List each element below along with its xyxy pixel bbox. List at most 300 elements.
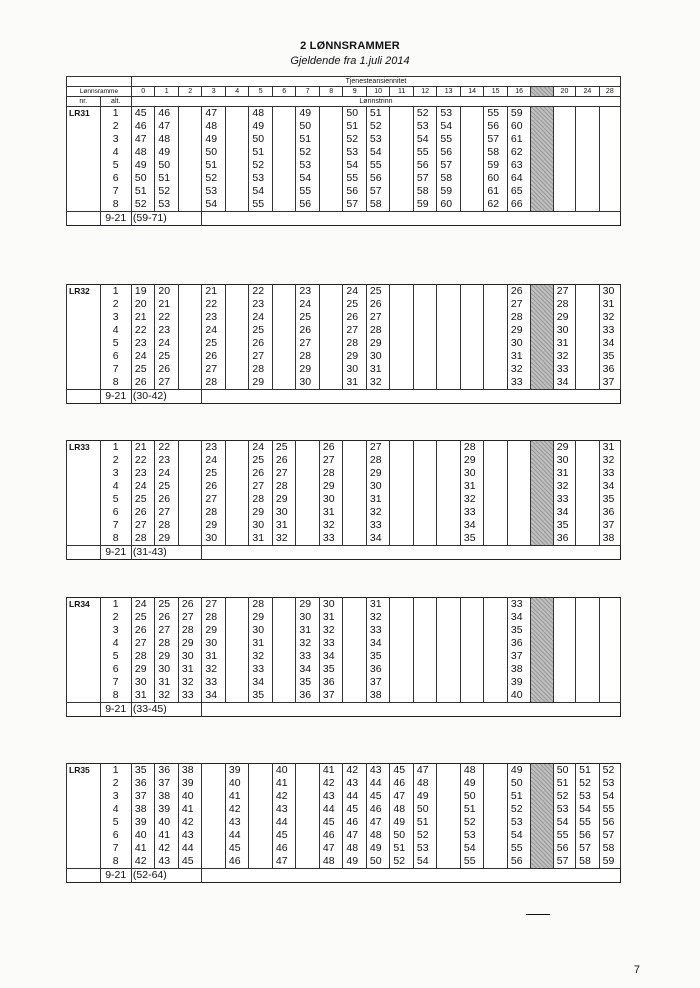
salary-step [576, 185, 600, 198]
salary-step: 57 [484, 133, 508, 146]
salary-step: 29 [202, 624, 226, 637]
salary-step [531, 350, 553, 363]
salary-step: 58 [366, 198, 390, 212]
salary-step: 56 [413, 159, 437, 172]
salary-step [296, 764, 320, 778]
alt-number: 2 [100, 777, 131, 790]
salary-step [272, 324, 296, 337]
salary-step [576, 376, 600, 390]
alt-number: 7 [100, 185, 131, 198]
salary-step [484, 676, 508, 689]
salary-step: 48 [202, 120, 226, 133]
alt-number: 8 [100, 689, 131, 703]
salary-step: 36 [155, 764, 179, 778]
salary-step [225, 676, 249, 689]
alt-number: 1 [100, 764, 131, 778]
salary-step: 28 [507, 311, 531, 324]
salary-step [390, 467, 414, 480]
salary-step: 34 [553, 376, 575, 390]
salary-step: 30 [178, 650, 202, 663]
salary-step: 54 [366, 146, 390, 159]
salary-step [178, 519, 202, 532]
salary-step: 33 [507, 376, 531, 390]
salary-step [553, 120, 575, 133]
salary-step [225, 506, 249, 519]
frame-id [67, 133, 101, 146]
table-row [67, 454, 621, 467]
salary-step: 46 [390, 777, 414, 790]
salary-step [319, 285, 343, 299]
salary-step [576, 689, 600, 703]
salary-step: 59 [413, 198, 437, 212]
salary-step [599, 650, 620, 663]
salary-step [178, 198, 202, 212]
table-row [67, 441, 621, 455]
salary-step: 49 [507, 764, 531, 778]
salary-step: 37 [155, 777, 179, 790]
salary-step: 35 [599, 350, 620, 363]
salary-step: 44 [366, 777, 390, 790]
salary-step [576, 650, 600, 663]
salary-step [599, 107, 620, 121]
salary-step [390, 532, 414, 546]
salary-step [390, 650, 414, 663]
salary-step: 34 [599, 337, 620, 350]
salary-step: 65 [507, 185, 531, 198]
salary-step: 26 [178, 598, 202, 612]
salary-step: 52 [413, 829, 437, 842]
header-year [531, 87, 553, 97]
salary-step [319, 133, 343, 146]
salary-step [272, 637, 296, 650]
salary-step: 40 [178, 790, 202, 803]
salary-step [599, 159, 620, 172]
footer-blank [202, 390, 621, 404]
frame-id [67, 532, 101, 546]
salary-step [484, 493, 508, 506]
salary-step [390, 611, 414, 624]
salary-step: 21 [131, 311, 155, 324]
salary-step [413, 598, 437, 612]
salary-step [178, 185, 202, 198]
salary-step: 51 [576, 764, 600, 778]
salary-step: 55 [343, 172, 367, 185]
salary-step [437, 829, 461, 842]
salary-step [576, 133, 600, 146]
salary-step: 53 [460, 829, 484, 842]
salary-step: 24 [155, 337, 179, 350]
frame-id [67, 324, 101, 337]
salary-step: 53 [366, 133, 390, 146]
salary-step [225, 120, 249, 133]
salary-step: 24 [249, 441, 273, 455]
salary-step: 28 [131, 650, 155, 663]
table-row [67, 689, 621, 703]
salary-step [390, 480, 414, 493]
salary-step: 33 [553, 363, 575, 376]
salary-step: 52 [576, 777, 600, 790]
page-subtitle: Gjeldende fra 1.juli 2014 [290, 55, 410, 67]
header-year: 10 [366, 87, 390, 97]
salary-step: 26 [155, 611, 179, 624]
salary-step [178, 311, 202, 324]
salary-step: 28 [155, 637, 179, 650]
salary-step [178, 480, 202, 493]
salary-step: 32 [249, 650, 273, 663]
salary-step [296, 777, 320, 790]
salary-step: 49 [460, 777, 484, 790]
salary-step: 49 [296, 107, 320, 121]
table-row [67, 842, 621, 855]
salary-step: 25 [131, 493, 155, 506]
frame-id [67, 869, 101, 883]
salary-step [531, 133, 553, 146]
salary-step: 52 [366, 120, 390, 133]
salary-step: 48 [366, 829, 390, 842]
salary-step [531, 324, 553, 337]
salary-step: 27 [131, 637, 155, 650]
frame-id: LR33 [67, 441, 101, 455]
salary-step [272, 159, 296, 172]
salary-step: 27 [296, 337, 320, 350]
salary-step [553, 689, 575, 703]
table-row [67, 146, 621, 159]
salary-step: 53 [155, 198, 179, 212]
salary-step [599, 185, 620, 198]
salary-step: 31 [249, 637, 273, 650]
salary-step: 55 [507, 842, 531, 855]
salary-step: 27 [131, 519, 155, 532]
salary-step: 31 [460, 480, 484, 493]
salary-step: 30 [366, 480, 390, 493]
salary-step: 56 [576, 829, 600, 842]
salary-step [413, 467, 437, 480]
salary-step [390, 663, 414, 676]
salary-step: 60 [437, 198, 461, 212]
salary-step [343, 519, 367, 532]
salary-step: 27 [272, 467, 296, 480]
salary-step: 32 [599, 311, 620, 324]
salary-step [531, 146, 553, 159]
salary-step: 24 [202, 454, 226, 467]
salary-step: 53 [507, 816, 531, 829]
salary-step [553, 159, 575, 172]
frame-id [67, 816, 101, 829]
salary-step [437, 637, 461, 650]
salary-step: 20 [155, 285, 179, 299]
salary-step [390, 311, 414, 324]
salary-step: 30 [343, 363, 367, 376]
alt-number: 5 [100, 493, 131, 506]
salary-step: 41 [319, 764, 343, 778]
salary-step [202, 803, 226, 816]
salary-step [484, 842, 508, 855]
header-year: 0 [131, 87, 155, 97]
salary-step: 33 [249, 663, 273, 676]
salary-step: 37 [319, 689, 343, 703]
salary-step [272, 350, 296, 363]
salary-step: 30 [155, 663, 179, 676]
salary-step: 27 [249, 480, 273, 493]
salary-step: 51 [202, 159, 226, 172]
salary-step [343, 624, 367, 637]
salary-step [553, 185, 575, 198]
salary-step [484, 598, 508, 612]
salary-step [460, 624, 484, 637]
salary-step [225, 650, 249, 663]
salary-step: 56 [599, 816, 620, 829]
salary-step [272, 198, 296, 212]
salary-step [460, 337, 484, 350]
salary-step: 52 [413, 107, 437, 121]
salary-step [178, 363, 202, 376]
salary-step: 31 [296, 624, 320, 637]
salary-step [484, 650, 508, 663]
table-row [67, 363, 621, 376]
salary-step: 26 [131, 376, 155, 390]
salary-step: 36 [599, 363, 620, 376]
salary-step [413, 611, 437, 624]
salary-step: 52 [155, 185, 179, 198]
salary-step: 26 [202, 480, 226, 493]
salary-step [484, 350, 508, 363]
alt-number: 8 [100, 376, 131, 390]
header-blank [67, 77, 132, 87]
salary-step [225, 519, 249, 532]
salary-step [460, 650, 484, 663]
salary-step: 50 [131, 172, 155, 185]
salary-frame-lr35 [66, 763, 621, 883]
salary-step [413, 676, 437, 689]
header-year: 15 [484, 87, 508, 97]
salary-step: 33 [460, 506, 484, 519]
table-row [67, 829, 621, 842]
salary-step [576, 159, 600, 172]
salary-step [576, 146, 600, 159]
table-row [67, 624, 621, 637]
salary-step [390, 637, 414, 650]
header-year: 2 [178, 87, 202, 97]
salary-step: 28 [202, 611, 226, 624]
salary-step [225, 337, 249, 350]
alt-number: 6 [100, 829, 131, 842]
salary-step: 21 [202, 285, 226, 299]
salary-step: 40 [225, 777, 249, 790]
salary-step [225, 663, 249, 676]
frame-id [67, 663, 101, 676]
salary-step [343, 663, 367, 676]
salary-step: 54 [413, 855, 437, 869]
salary-step [319, 198, 343, 212]
salary-step [507, 532, 531, 546]
table-row [67, 816, 621, 829]
salary-step [553, 663, 575, 676]
salary-step [507, 441, 531, 455]
salary-step: 46 [319, 829, 343, 842]
salary-step: 29 [366, 467, 390, 480]
salary-step [531, 198, 553, 212]
salary-step [484, 624, 508, 637]
salary-step [225, 454, 249, 467]
salary-step [531, 107, 553, 121]
salary-step [437, 650, 461, 663]
salary-step [460, 298, 484, 311]
header-year: 4 [225, 87, 249, 97]
salary-step [413, 650, 437, 663]
salary-step [178, 159, 202, 172]
salary-step [343, 611, 367, 624]
frame-id [67, 790, 101, 803]
salary-step: 52 [553, 790, 575, 803]
salary-step [576, 454, 600, 467]
salary-step [413, 689, 437, 703]
salary-step: 61 [507, 133, 531, 146]
salary-step: 24 [343, 285, 367, 299]
header-year: 5 [249, 87, 273, 97]
salary-step: 48 [249, 107, 273, 121]
salary-step: 53 [202, 185, 226, 198]
salary-step: 53 [249, 172, 273, 185]
salary-step [296, 842, 320, 855]
salary-step: 38 [155, 790, 179, 803]
salary-step: 27 [553, 285, 575, 299]
frame-id [67, 212, 101, 226]
salary-step [460, 689, 484, 703]
salary-step [484, 803, 508, 816]
salary-step [460, 598, 484, 612]
salary-step: 23 [249, 298, 273, 311]
salary-step: 60 [484, 172, 508, 185]
frame-id: LR32 [67, 285, 101, 299]
salary-step: 30 [131, 676, 155, 689]
salary-step [553, 650, 575, 663]
salary-step [437, 519, 461, 532]
salary-step: 49 [202, 133, 226, 146]
salary-step [390, 624, 414, 637]
salary-step: 48 [460, 764, 484, 778]
frame-id [67, 376, 101, 390]
salary-step: 29 [460, 454, 484, 467]
salary-step: 30 [296, 611, 320, 624]
footer-alt: 9-21 [100, 703, 131, 717]
salary-step: 31 [272, 519, 296, 532]
frame-id [67, 493, 101, 506]
salary-step [272, 363, 296, 376]
salary-step: 25 [202, 467, 226, 480]
salary-step [460, 120, 484, 133]
salary-step: 54 [413, 133, 437, 146]
salary-step: 46 [343, 816, 367, 829]
footer-blank [202, 869, 621, 883]
salary-step [249, 855, 273, 869]
salary-step: 29 [366, 337, 390, 350]
salary-step: 28 [553, 298, 575, 311]
salary-step: 46 [225, 855, 249, 869]
salary-step: 28 [366, 454, 390, 467]
salary-step [553, 198, 575, 212]
salary-step: 44 [343, 790, 367, 803]
salary-step: 32 [296, 637, 320, 650]
salary-step [531, 650, 553, 663]
salary-step: 34 [507, 611, 531, 624]
salary-step: 21 [155, 298, 179, 311]
salary-step: 25 [155, 480, 179, 493]
salary-step [553, 624, 575, 637]
salary-step: 54 [343, 159, 367, 172]
salary-step: 51 [249, 146, 273, 159]
salary-step: 28 [178, 624, 202, 637]
salary-step [272, 285, 296, 299]
salary-step [296, 493, 320, 506]
salary-step [460, 324, 484, 337]
salary-step: 47 [343, 829, 367, 842]
salary-step: 48 [131, 146, 155, 159]
salary-step: 32 [366, 376, 390, 390]
salary-step: 35 [460, 532, 484, 546]
salary-step: 49 [390, 816, 414, 829]
frame-id [67, 350, 101, 363]
salary-step [343, 689, 367, 703]
salary-step [319, 107, 343, 121]
salary-step: 26 [507, 285, 531, 299]
salary-step: 28 [131, 532, 155, 546]
salary-step [576, 107, 600, 121]
header-group-label: Tjenesteansiennitet [131, 77, 620, 87]
frame-id [67, 185, 101, 198]
salary-step [390, 285, 414, 299]
salary-step: 39 [225, 764, 249, 778]
salary-step: 51 [131, 185, 155, 198]
salary-step: 34 [553, 506, 575, 519]
salary-step: 53 [576, 790, 600, 803]
salary-step [390, 337, 414, 350]
salary-step: 28 [343, 337, 367, 350]
salary-step: 50 [553, 764, 575, 778]
table-row [67, 324, 621, 337]
salary-step: 56 [366, 172, 390, 185]
salary-step: 29 [296, 598, 320, 612]
header-year: 6 [272, 87, 296, 97]
salary-step [531, 467, 553, 480]
salary-step [202, 790, 226, 803]
salary-step: 49 [413, 790, 437, 803]
header-year: 28 [599, 87, 620, 97]
salary-step: 43 [272, 803, 296, 816]
salary-step: 43 [343, 777, 367, 790]
salary-step: 42 [131, 855, 155, 869]
salary-step: 28 [155, 519, 179, 532]
salary-step [390, 493, 414, 506]
salary-step: 30 [249, 519, 273, 532]
salary-step: 22 [131, 324, 155, 337]
salary-step: 22 [155, 311, 179, 324]
salary-step: 56 [437, 146, 461, 159]
salary-step: 31 [507, 350, 531, 363]
salary-step: 25 [155, 598, 179, 612]
salary-step: 39 [155, 803, 179, 816]
salary-step [225, 637, 249, 650]
header-alt-label: alt. [100, 97, 131, 107]
salary-step: 23 [296, 285, 320, 299]
salary-step: 40 [272, 764, 296, 778]
frame-id [67, 120, 101, 133]
salary-step: 50 [366, 855, 390, 869]
frame-id [67, 480, 101, 493]
salary-step [343, 467, 367, 480]
alt-number: 1 [100, 285, 131, 299]
salary-step [437, 803, 461, 816]
salary-step [296, 467, 320, 480]
